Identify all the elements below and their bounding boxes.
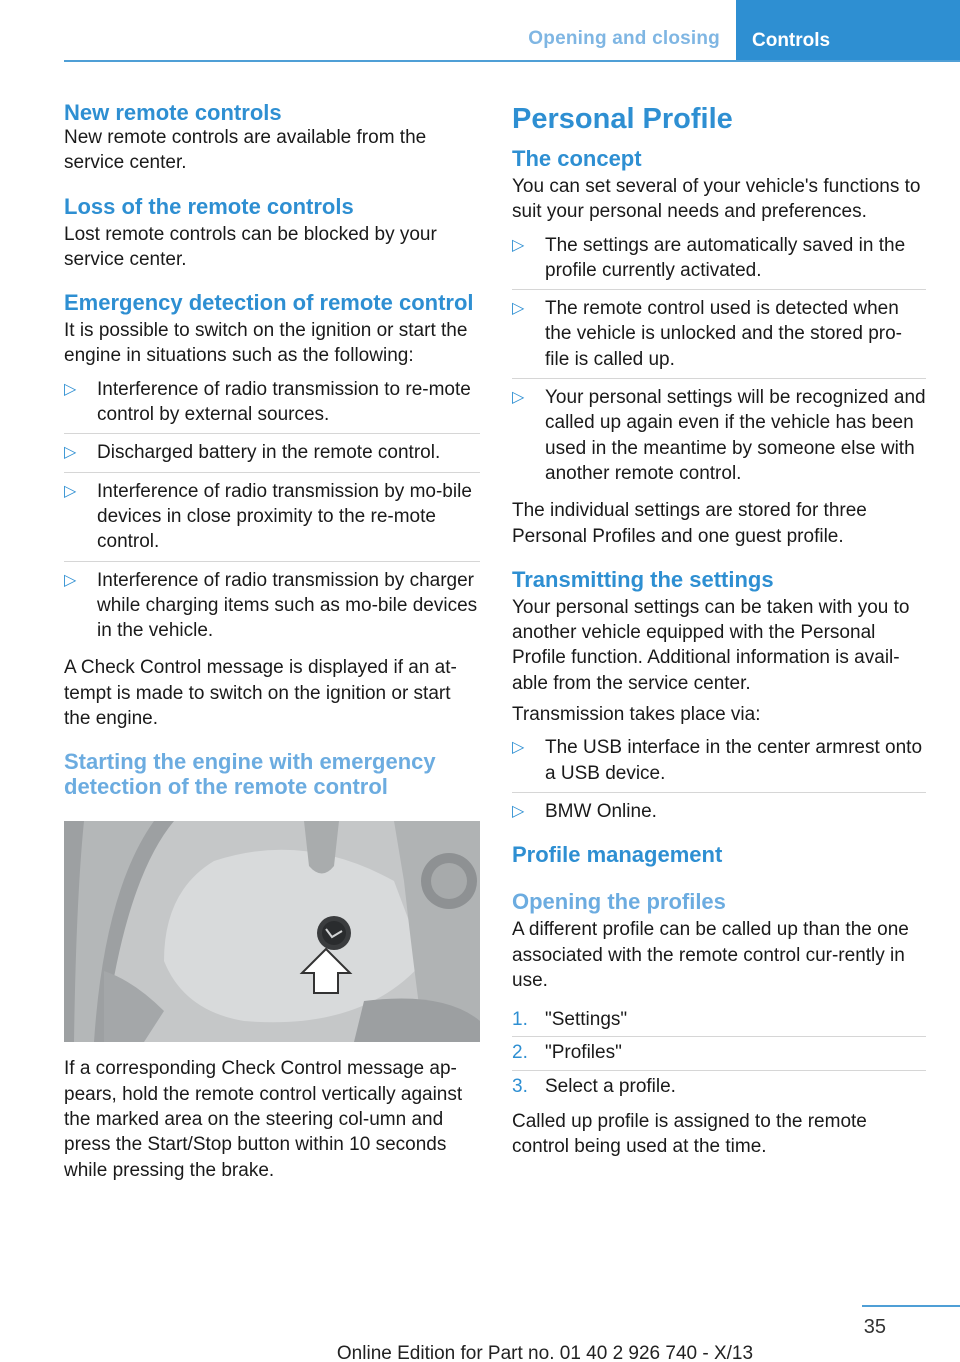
text-concept-intro: You can set several of your vehicle's functions to suit your personal needs and preferences. (512, 176, 921, 223)
heading-loss: Loss of the remote controls (64, 193, 354, 219)
list-item: 1. "Settings" (512, 1007, 926, 1037)
triangle-bullet-icon: ▷ (512, 389, 525, 407)
text-management-outro: Called up profile is assigned to the remote control being used at the time. (512, 1111, 867, 1158)
transmitting-bullet-list (512, 735, 926, 830)
list-item: ▷ BMW Online. (512, 799, 926, 830)
profile-steps-list (512, 1007, 926, 1103)
heading-transmitting: Transmitting the settings (512, 566, 774, 592)
left-column (64, 100, 480, 1183)
emergency-bullet-list (64, 377, 480, 650)
text-new-remote: New remote controls are available from the service center. (64, 127, 427, 174)
header-divider (64, 60, 960, 62)
triangle-bullet-icon: ▷ (64, 444, 77, 462)
list-item: ▷ Your personal settings will be recognized and called up again even if the vehicle has been used in the meantime by someone else with another remote control. (512, 387, 926, 484)
heading-emergency: Emergency detection of remote control (64, 290, 474, 316)
list-item: ▷ Interference of radio transmission to re‐mote control by external sources. (64, 377, 480, 435)
heading-concept: The concept (512, 146, 642, 171)
heading-opening-profiles: Opening the profiles (512, 889, 726, 915)
list-item: ▷ Discharged battery in the remote control. (64, 440, 480, 472)
text-transmitting: Your personal settings can be taken with you to another vehicle equipped with the Personal Profile function. Additional information is avail‐able from the service center. (512, 596, 910, 694)
list-item: ▷ The remote control used is detected when the vehicle is unlocked and the stored pro‐file is called up. (512, 296, 926, 379)
list-item: 2. "Profiles" (512, 1040, 926, 1070)
concept-bullet-list (512, 233, 926, 493)
heading-profile-management: Profile management (512, 842, 723, 868)
footer-divider (862, 1305, 960, 1307)
right-column (512, 100, 926, 1160)
list-item: ▷ The USB interface in the center armrest onto a USB device. (512, 735, 926, 793)
heading-new-remote: New remote controls (64, 100, 282, 125)
list-item: ▷ Interference of radio transmission by charger while charging items such as mo‐bile devices in the vehicle. (64, 569, 478, 642)
triangle-bullet-icon: ▷ (512, 802, 525, 820)
header-section-label: Opening and closing (528, 28, 720, 49)
footer-edition: Online Edition for Part no. 01 40 2 926 740 - X/13 (336, 1343, 754, 1362)
text-concept-outro: The individual settings are stored for three Personal Profiles and one guest profile. (512, 500, 867, 547)
triangle-bullet-icon: ▷ (512, 739, 525, 757)
text-emergency-outro: A Check Control message is displayed if an at‐tempt is made to switch on the ignition or start the engine. (64, 657, 457, 730)
title-personal-profile: Personal Profile (512, 103, 733, 135)
list-item: ▷ The settings are automatically saved in the profile currently activated. (512, 233, 926, 291)
text-emergency-intro: It is possible to switch on the ignition or start the engine in situations such as the following: (64, 320, 468, 367)
list-item: 3. Select a profile. (512, 1075, 676, 1097)
triangle-bullet-icon: ▷ (512, 236, 525, 254)
page-header (64, 0, 960, 62)
steering-column-image (64, 821, 480, 1042)
text-starting: If a corresponding Check Control message ap‐pears, hold the remote control vertically against the marked area on the steering col‐umn and press the Start/Stop button within 10 seconds while pressing the brake. (64, 1058, 463, 1181)
triangle-bullet-icon: ▷ (64, 380, 77, 398)
page-number: 35 (863, 1316, 886, 1338)
text-transmitting-via: Transmission takes place via: (512, 704, 761, 726)
list-item: ▷ Interference of radio transmission by mo‐bile devices in close proximity to the re‐mote control. (64, 479, 480, 562)
header-chapter-tab: Controls (736, 0, 960, 62)
triangle-bullet-icon: ▷ (64, 482, 77, 500)
text-loss: Lost remote controls can be blocked by your service center. (64, 223, 437, 270)
triangle-bullet-icon: ▷ (512, 300, 525, 318)
heading-starting: Starting the engine with emergency detection of the remote control (64, 749, 436, 800)
steering-column-illustration (64, 821, 480, 1042)
text-management: A different profile can be called up than the one associated with the remote control cur‐rently in use. (512, 919, 909, 991)
triangle-bullet-icon: ▷ (64, 571, 77, 589)
